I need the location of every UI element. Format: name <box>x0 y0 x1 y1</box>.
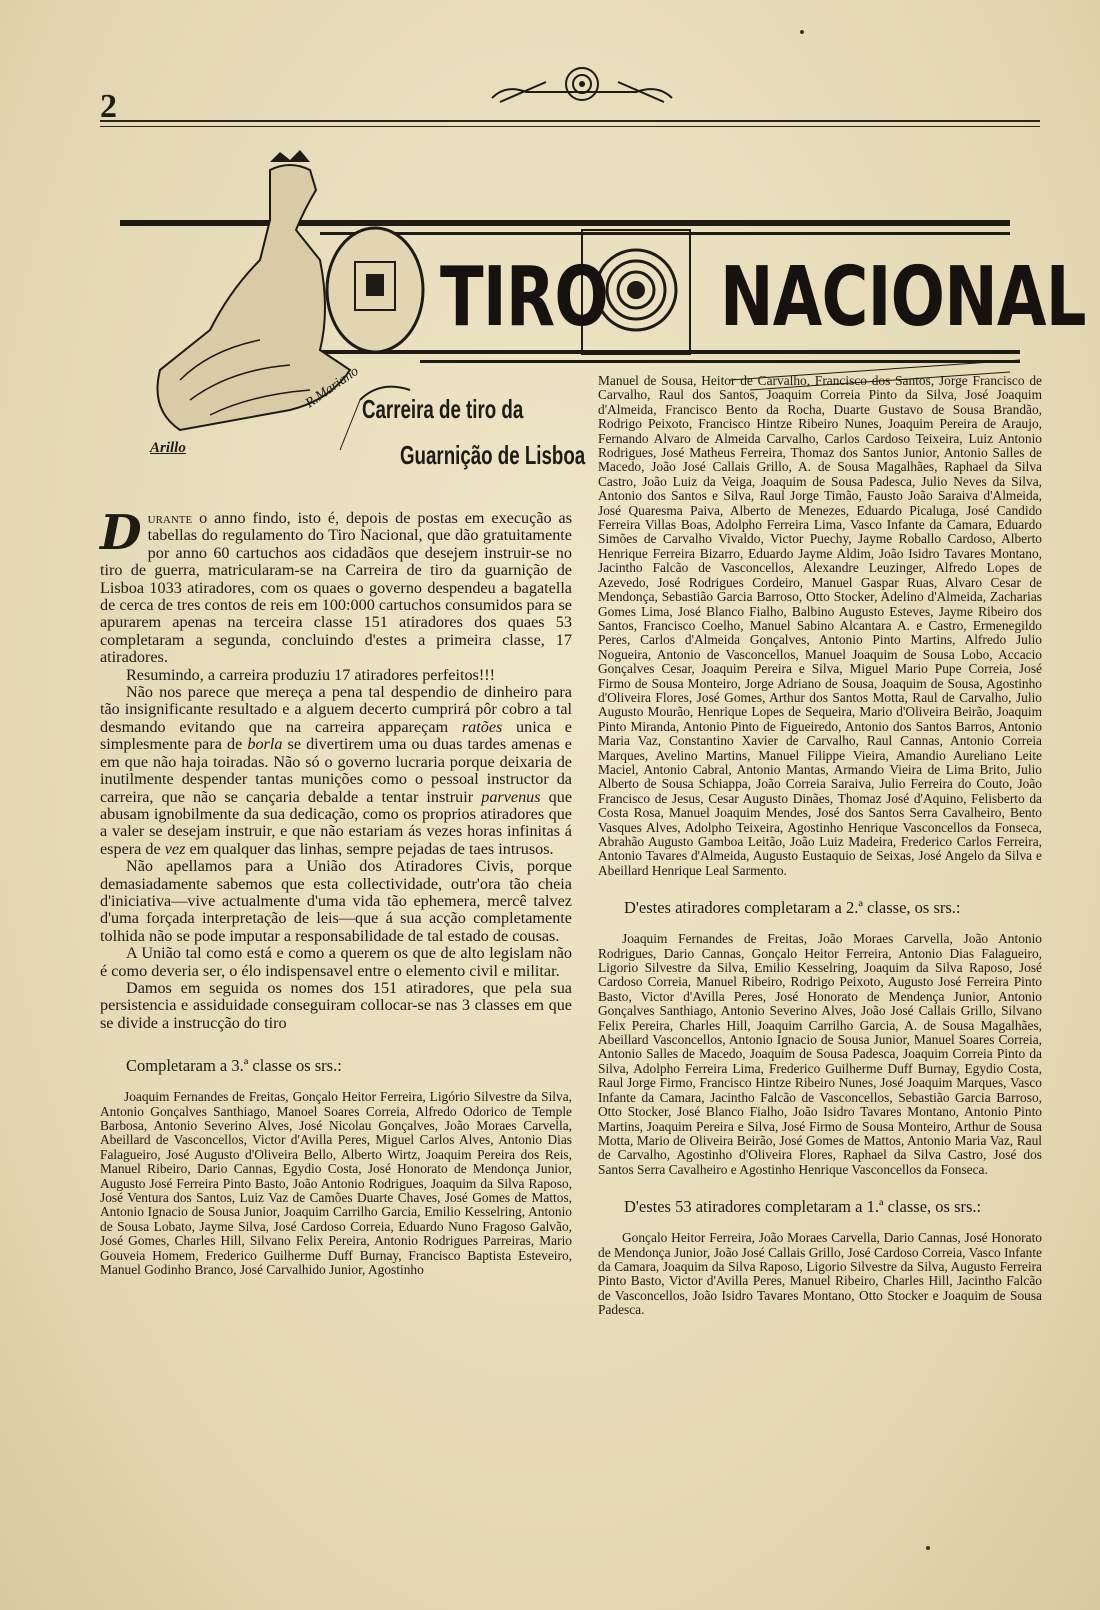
third-class-names-right: Manuel de Sousa, Heitor de Carvalho, Francisco dos Santos, Jorge Francisco de Carvalho, Raul dos Santos, Joaquim Correia Pinto da Silva, José Joaquim d'Almeida, Francisco Bento da Rocha, Duarte Gustavo de Sousa Brandão, Rodrigo Peixoto, Francisco Hintze Ribeiro Nunes, Joaquim Pereira de Araujo, Fernando Alvaro de Almeida Carvalho, Carlos Cardoso Teixeira, Luiz Antonio Rodrigues, José Matheus Ferreira, Thomaz dos Santos Junior, Antonio Salles de Macedo, João José Callais Grillo, A. de Sousa Magalhães, Raphael da Silva Castro, João Luiz da Veiga, Joaquim de Sousa Padesca, Julio Neves da Silva, Antonio dos Santos e Silva, Raul Jorge Timão, Fausto João Saraiva d'Almeida, José Quaresma Paiva, Alberto de Menezes, Eduardo Picaluga, José Candido Ferreira Villas Boas, Adolpho Ferreira Lima, Vasco Infante da Camara, Eduardo Simões de Carvalho Vivaldo, Victor Puechy, Jayme Roballo Cardoso, Alberto Henrique Ferreira Bizarro, Eduardo Jayme Aldim, João Isidro Tavares Montano, Jacintho Falcão de Vasconcellos, Alexandre Leuzinger, Alfredo Lopes de Azevedo, José Rodrigues Cordeiro, Manuel Gaspar Ruas, Alvaro Cesar de Mendonça, Sebastião Garcia Barroso, Otto Stocker, Adelino d'Almeida, Zacharias Gomes Lima, José Blanco Fialho, Balbino Augusto Esteves, Jayme Ribeiro dos Santos, Francisco Coelho, Manuel Sabino Alcantara A. e Castro, Ermenegildo Peres, Carlos d'Almeida Gonçalves, Antonio Pinto Martins, Alfredo Julio Nogueira, Antonio de Vasconcellos, Manuel Joaquim de Sousa Lobo, Accacio Gonçalves Cesar, Joaquim Pereira e Silva, Miguel Mario Pupe Correia, José Firmo de Sousa Monteiro, Jorge Adriano de Sousa, Joaquim de Sousa, Agostinho d'Oliveira Flores, José Gomes, Arthur dos Santos Motta, Raul de Carvalho, Julio Augusto Mourão, Henrique Lopes de Sequeira, Mario d'Oliveira Beirão, Joaquim Pinto Miranda, Antonio Pinto de Figueiredo, Antonio dos Santos Barros, Antonio Maria Vaz, Constantino Xavier de Carvalho, Raul Cannas, Antonio Correia Marques, Avelino Martins, Manuel Filippe Vieira, Amandio Aureliano Leite Maciel, Antonio Cabral, Antonio Mantas, Armando Vieira de Lima Brito, Julio Alberto de Sousa Schiappa, João Correia Saraiva, Julio Ferreira do Couto, João Francisco de Jesus, Cesar Augusto Dinães, Thomaz José d'Aquino, Felisberto da Costa Rosa, Manuel Joaquim Mendes, José dos Santos Serra Cavalheiro, Bento Vasques Alves, Adolpho Teixeira, Agostinho Henrique Vasconcellos da Fonseca, Abrahão Augusto Gamboa Leitão, João Luiz Madeira, Frederico Carlos Ferreira, Antonio Tavares d'Almeida, Augusto Eustaquio de Seixas, José Angelo da Silva e Abeillard Henrique Leal Sarmento. <box>598 373 1042 878</box>
paragraph-2: Resumindo, a carreira produziu 17 atiradores perfeitos!!! <box>126 665 496 684</box>
paragraph-5: A União tal como está e como a querem os que de alto legislam não é como deveria ser, o élo indispensavel entre o elemento civil e militar. <box>100 944 572 980</box>
subtitle-line-1: Carreira de tiro da <box>362 394 524 424</box>
header-rule-thin <box>100 126 1040 127</box>
masthead-logo <box>486 62 678 106</box>
lead-word: urante <box>147 509 193 527</box>
artist-signature: Arillo <box>150 440 186 456</box>
p3-text-c: se divertirem uma ou duas tardes amenas e em que não haja toiradas. Não só o governo lucraria porque deixaria de inutilmente despender tantas munições como o pessoal instructor da carreira, que não se cançaria debalde a tentar instruir <box>100 735 572 806</box>
third-class-names-left: Joaquim Fernandes de Freitas, Gonçalo Heitor Ferreira, Ligório Silvestre da Silva, Antonio Gonçalves Santhiago, Manoel Soares Correia, Alfredo Odorico de Temple Barbosa, Antonio Severino Alves, José Nicolau Gonçalves, João Moraes Carvella, Abeillard de Vasconcellos, Victor d'Avilla Peres, Miguel Carlos Alves, Antonio Dias Falagueiro, José Augusto d'Oliveira Bello, Alberto Wirtz, Joaquim Pereira dos Reis, Manuel Ribeiro, Dario Cannas, Egydio Costa, José Honorato de Mendonça Junior, Augusto José Ferreira Pinto Basto, João Antonio Rodrigues, Joaquim da Silva Raposo, José Ventura dos Santos, Luiz Vaz de Camões Duarte Chaves, José Gomes de Mattos, Antonio Ignacio de Sousa Junior, Joaquim Carrilho Garcia, Emilio Kesselring, Antonio de Sousa Lobato, Jayme Silva, José Cardoso Correia, Eduardo Nuno Fragoso Galvão, José Gomes, Charles Hill, Silvano Felix Pereira, Antonio Rodrigues Parreiras, Mario Gouveia Homem, Frederico Guilherme Duff Burnay, Francisco Baptista Esteveiro, Manuel Godinho Branco, José Carvalhido Junior, Agostinho <box>100 1089 572 1278</box>
section-heading-3rd-class: Completaram a 3.ª classe os srs.: <box>126 1056 342 1076</box>
paragraph-1-text: o anno findo, isto é, depois de postas em execução as tabellas do regulamento do Tiro Nacional, que dão gratuitamente por anno 60 cartuchos aos cidadãos que desejem instruir-se no tiro de guerra, matricularam-se na Carreira de tiro da guarnição de Lisboa 1033 atiradores, com os quaes o governo despendeu a bagatella de cerca de tres contos de reis em 100:000 cartuchos consumidos para se apurarem apenas na terceira classe 151 atiradores dos quaes 53 completaram a segunda, concluindo d'estes a primeira classe, 17 atiradores. <box>100 509 572 667</box>
header-rule <box>100 120 1040 122</box>
article-left-column <box>100 505 573 1278</box>
masthead-ornament <box>486 62 678 106</box>
p3-emphasis-2: borla <box>247 735 283 754</box>
section-heading-1st-class: D'estes 53 atiradores completaram a 1.ª classe, os srs.: <box>624 1197 982 1217</box>
paragraph-3 <box>100 684 572 858</box>
first-class-names: Gonçalo Heitor Ferreira, João Moraes Carvella, Dario Cannas, José Honorato de Mendonça Junior, João José Callais Grillo, José Cardoso Correia, Vasco Infante da Camara, Joaquim da Silva Raposo, Ligorio Silvestre da Silva, Augusto Ferreira Pinto Basto, Victor d'Avilla Peres, Manuel Ribeiro, Charles Hill, Jacintho Falcão de Vasconcellos, João Isidro Tavares Montano, Otto Stocker e Joaquim de Sousa Padesca. <box>598 1230 1042 1318</box>
p3-text-e: em qualquer das linhas, sempre pejadas de taes intrusos. <box>185 839 554 858</box>
p3-emphasis-3: parvenus <box>481 787 541 806</box>
drop-cap: D <box>100 505 142 561</box>
p3-text-d: que abusam ignobilmente da sua dedicação, como os proprios atiradores que a valer se desejam instruir, e que não estariam ás vezes horas infinitas á espera de <box>100 787 573 858</box>
p3-text-b: unica e simplesmente para de <box>100 717 572 754</box>
banner-title-tiro: TIRO <box>440 250 608 345</box>
banner-title-nacional: NACIONAL <box>720 250 1086 345</box>
second-class-names: Joaquim Fernandes de Freitas, João Moraes Carvella, João Antonio Rodrigues, Dario Cannas, Gonçalo Heitor Ferreira, Antonio Dias Falagueiro, Ligorio Silvestre da Silva, Emilio Kesselring, Joaquim da Silva Raposo, José Cardoso Correia, Manuel Ribeiro, Rodrigo Peixoto, Augusto José Ferreira Pinto Basto, Victor d'Avilla Peres, José Honorato de Mendença Junior, Antonio Gonçalves Santhiago, Antonio Severino Alves, João José Callais Grillo, Silvano Felix Pereira, Charles Hill, Joaquim Carrilho Garcia, A. de Sousa Magalhães, Abeillard Vasconcellos, Antonio Ignacio de Sousa Junior, Manuel Soares Correia, Antonio Salles de Macedo, Joaquim de Sousa Padesca, Joaquim Correia Pinto da Silva, Adolpho Ferreira Lima, Frederico Guilherme Duff Burnay, Egydio Costa, Raul Jorge Firmo, Francisco Hintze Ribeiro Nunes, José Joaquim Marques, Vasco Infante da Camara, Jacintho Falcão de Vasconcellos, Sebastião Garcia Barroso, Otto Stocker, José Blanco Fialho, João Isidro Tavares Montano, Antonio Pinto Martins, Joaquim Pereira e Silva, José Firmo de Sousa Monteiro, Arthur de Sousa Motta, Mario de Oliveira Beirão, José Gomes de Mattos, Antonio Maria Vaz, Raul de Carvalho, Agostinho d'Oliveira Flores, Raphael da Silva Castro, José dos Santos Serra Cavalheiro e Agostinho Henrique Vasconcellos da Fonseca. <box>598 931 1042 1177</box>
ink-speck <box>800 30 804 34</box>
paragraph-6: Damos em seguida os nomes dos 151 atiradores, que pela sua persistencia e assiduidade conseguiram collocar-se nas 3 classes em que se divide a instrucção do tiro <box>100 978 572 1032</box>
section-heading-2nd-class: D'estes atiradores completaram a 2.ª classe, os srs.: <box>624 898 961 918</box>
ink-speck <box>926 1546 930 1550</box>
paragraph-4: Não apellamos para a União dos Atiradores Civis, porque demasiadamente sabemos que esta collectividade, outr'ora tão cheia d'iniciativa—vive actualmente d'uma vida tão ephemera, mercê talvez d'uma forçada interpretação de leis—que á sua acção completamente tolhida não se pode imputar a responsabilidade de tal estado de cousas. <box>100 857 572 945</box>
p3-emphasis-4: vez <box>164 839 186 858</box>
artist-signature-2: R.Mariano <box>302 363 362 412</box>
p3-text-a: Não nos parece que mereça a pena tal despendio de dinheiro para tão insignificante resultado e a alguem decerto cumprirá pôr cobro a tal desmando evitando que na carreira appareçam <box>100 683 572 736</box>
article-right-column <box>598 374 1042 1318</box>
paragraph-1 <box>100 505 572 667</box>
page-number: 2 <box>100 88 117 125</box>
p3-emphasis-1: ratões <box>461 717 503 736</box>
subtitle-line-2: Guarnição de Lisboa <box>400 440 586 470</box>
